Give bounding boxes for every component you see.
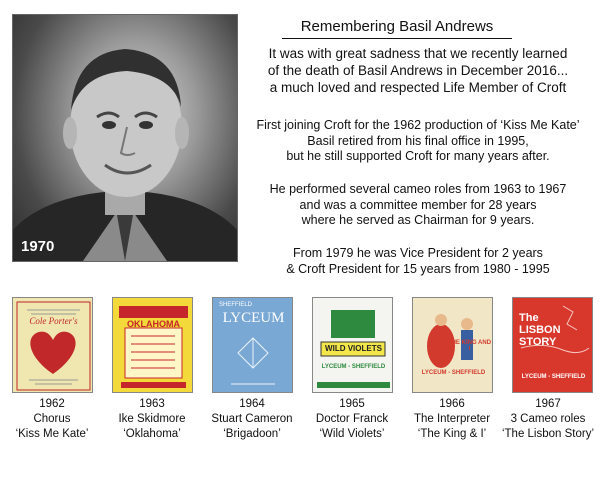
caption-1966 bbox=[402, 397, 502, 442]
poster-king-and-i bbox=[412, 297, 493, 393]
caption-role: Ike Skidmore bbox=[118, 413, 186, 425]
caption-role: The Interpreter bbox=[413, 413, 491, 425]
caption-show: ‘The Lisbon Story’ bbox=[501, 428, 595, 440]
caption-show: ‘Oklahoma’ bbox=[123, 428, 181, 440]
poster-oklahoma-art bbox=[113, 298, 193, 393]
poster-oklahoma bbox=[112, 297, 193, 393]
caption-role: Stuart Cameron bbox=[211, 413, 293, 425]
caption-year: 1962 bbox=[39, 398, 65, 410]
caption-year: 1965 bbox=[339, 398, 365, 410]
poster-wild-violets bbox=[312, 297, 393, 393]
membership-paragraph: First joining Croft for the 1962 production of ‘Kiss Me Kate’ Basil retired from his final office in 1995, but he still supported Croft for many years after. bbox=[256, 118, 580, 163]
poster-king-and-i-title: THE KING AND I bbox=[447, 340, 492, 352]
production-posters bbox=[0, 297, 600, 477]
caption-role: 3 Cameo roles bbox=[510, 413, 586, 425]
poster-lisbon-story bbox=[512, 297, 593, 393]
caption-1962 bbox=[2, 397, 102, 442]
caption-1963 bbox=[102, 397, 202, 442]
poster-brigadoon-small: SHEFFIELD bbox=[219, 302, 253, 308]
caption-show: ‘Wild Violets’ bbox=[319, 428, 385, 440]
portrait-illustration bbox=[13, 15, 237, 261]
caption-1964 bbox=[202, 397, 302, 442]
portrait-photo bbox=[12, 14, 238, 262]
poster-brigadoon-title: LYCEUM bbox=[222, 310, 285, 326]
caption-1965 bbox=[302, 397, 402, 442]
caption-show: ‘Kiss Me Kate’ bbox=[15, 428, 89, 440]
caption-show: ‘Brigadoon’ bbox=[223, 428, 281, 440]
caption-year: 1967 bbox=[535, 398, 561, 410]
poster-wild-violets-title: WILD VIOLETS bbox=[325, 344, 382, 353]
intro-paragraph: It was with great sadness that we recently learned of the death of Basil Andrews in December 2016... a much loved and respected Life Member of Croft bbox=[267, 46, 569, 95]
poster-lisbon-story-title: The LISBON STORY bbox=[519, 312, 561, 348]
poster-wild-violets-small: LYCEUM - SHEFFIELD bbox=[321, 364, 386, 370]
caption-year: 1963 bbox=[139, 398, 165, 410]
poster-king-and-i-small: LYCEUM - SHEFFIELD bbox=[421, 370, 486, 376]
poster-kiss-me-kate bbox=[12, 297, 93, 393]
poster-kiss-me-kate-art bbox=[13, 298, 93, 393]
poster-kiss-me-kate-title: Cole Porter's bbox=[29, 316, 78, 326]
page-title: Remembering Basil Andrews bbox=[282, 18, 512, 39]
poster-oklahoma-title: OKLAHOMA bbox=[127, 319, 180, 329]
poster-lisbon-story-small: LYCEUM - SHEFFIELD bbox=[521, 374, 586, 380]
poster-brigadoon bbox=[212, 297, 293, 393]
caption-show: ‘The King & I’ bbox=[417, 428, 487, 440]
caption-year: 1966 bbox=[439, 398, 465, 410]
caption-year: 1964 bbox=[239, 398, 265, 410]
caption-role: Chorus bbox=[33, 413, 71, 425]
caption-1967 bbox=[498, 397, 598, 442]
caption-role: Doctor Franck bbox=[315, 413, 389, 425]
roles-paragraph: He performed several cameo roles from 1963 to 1967 and was a committee member for 28 years where he served as Chairman for 9 years. bbox=[269, 182, 567, 227]
photo-year-label: 1970 bbox=[21, 238, 55, 255]
presidency-paragraph: From 1979 he was Vice President for 2 years & Croft President for 15 years from 1980 - 1995 bbox=[286, 246, 550, 276]
